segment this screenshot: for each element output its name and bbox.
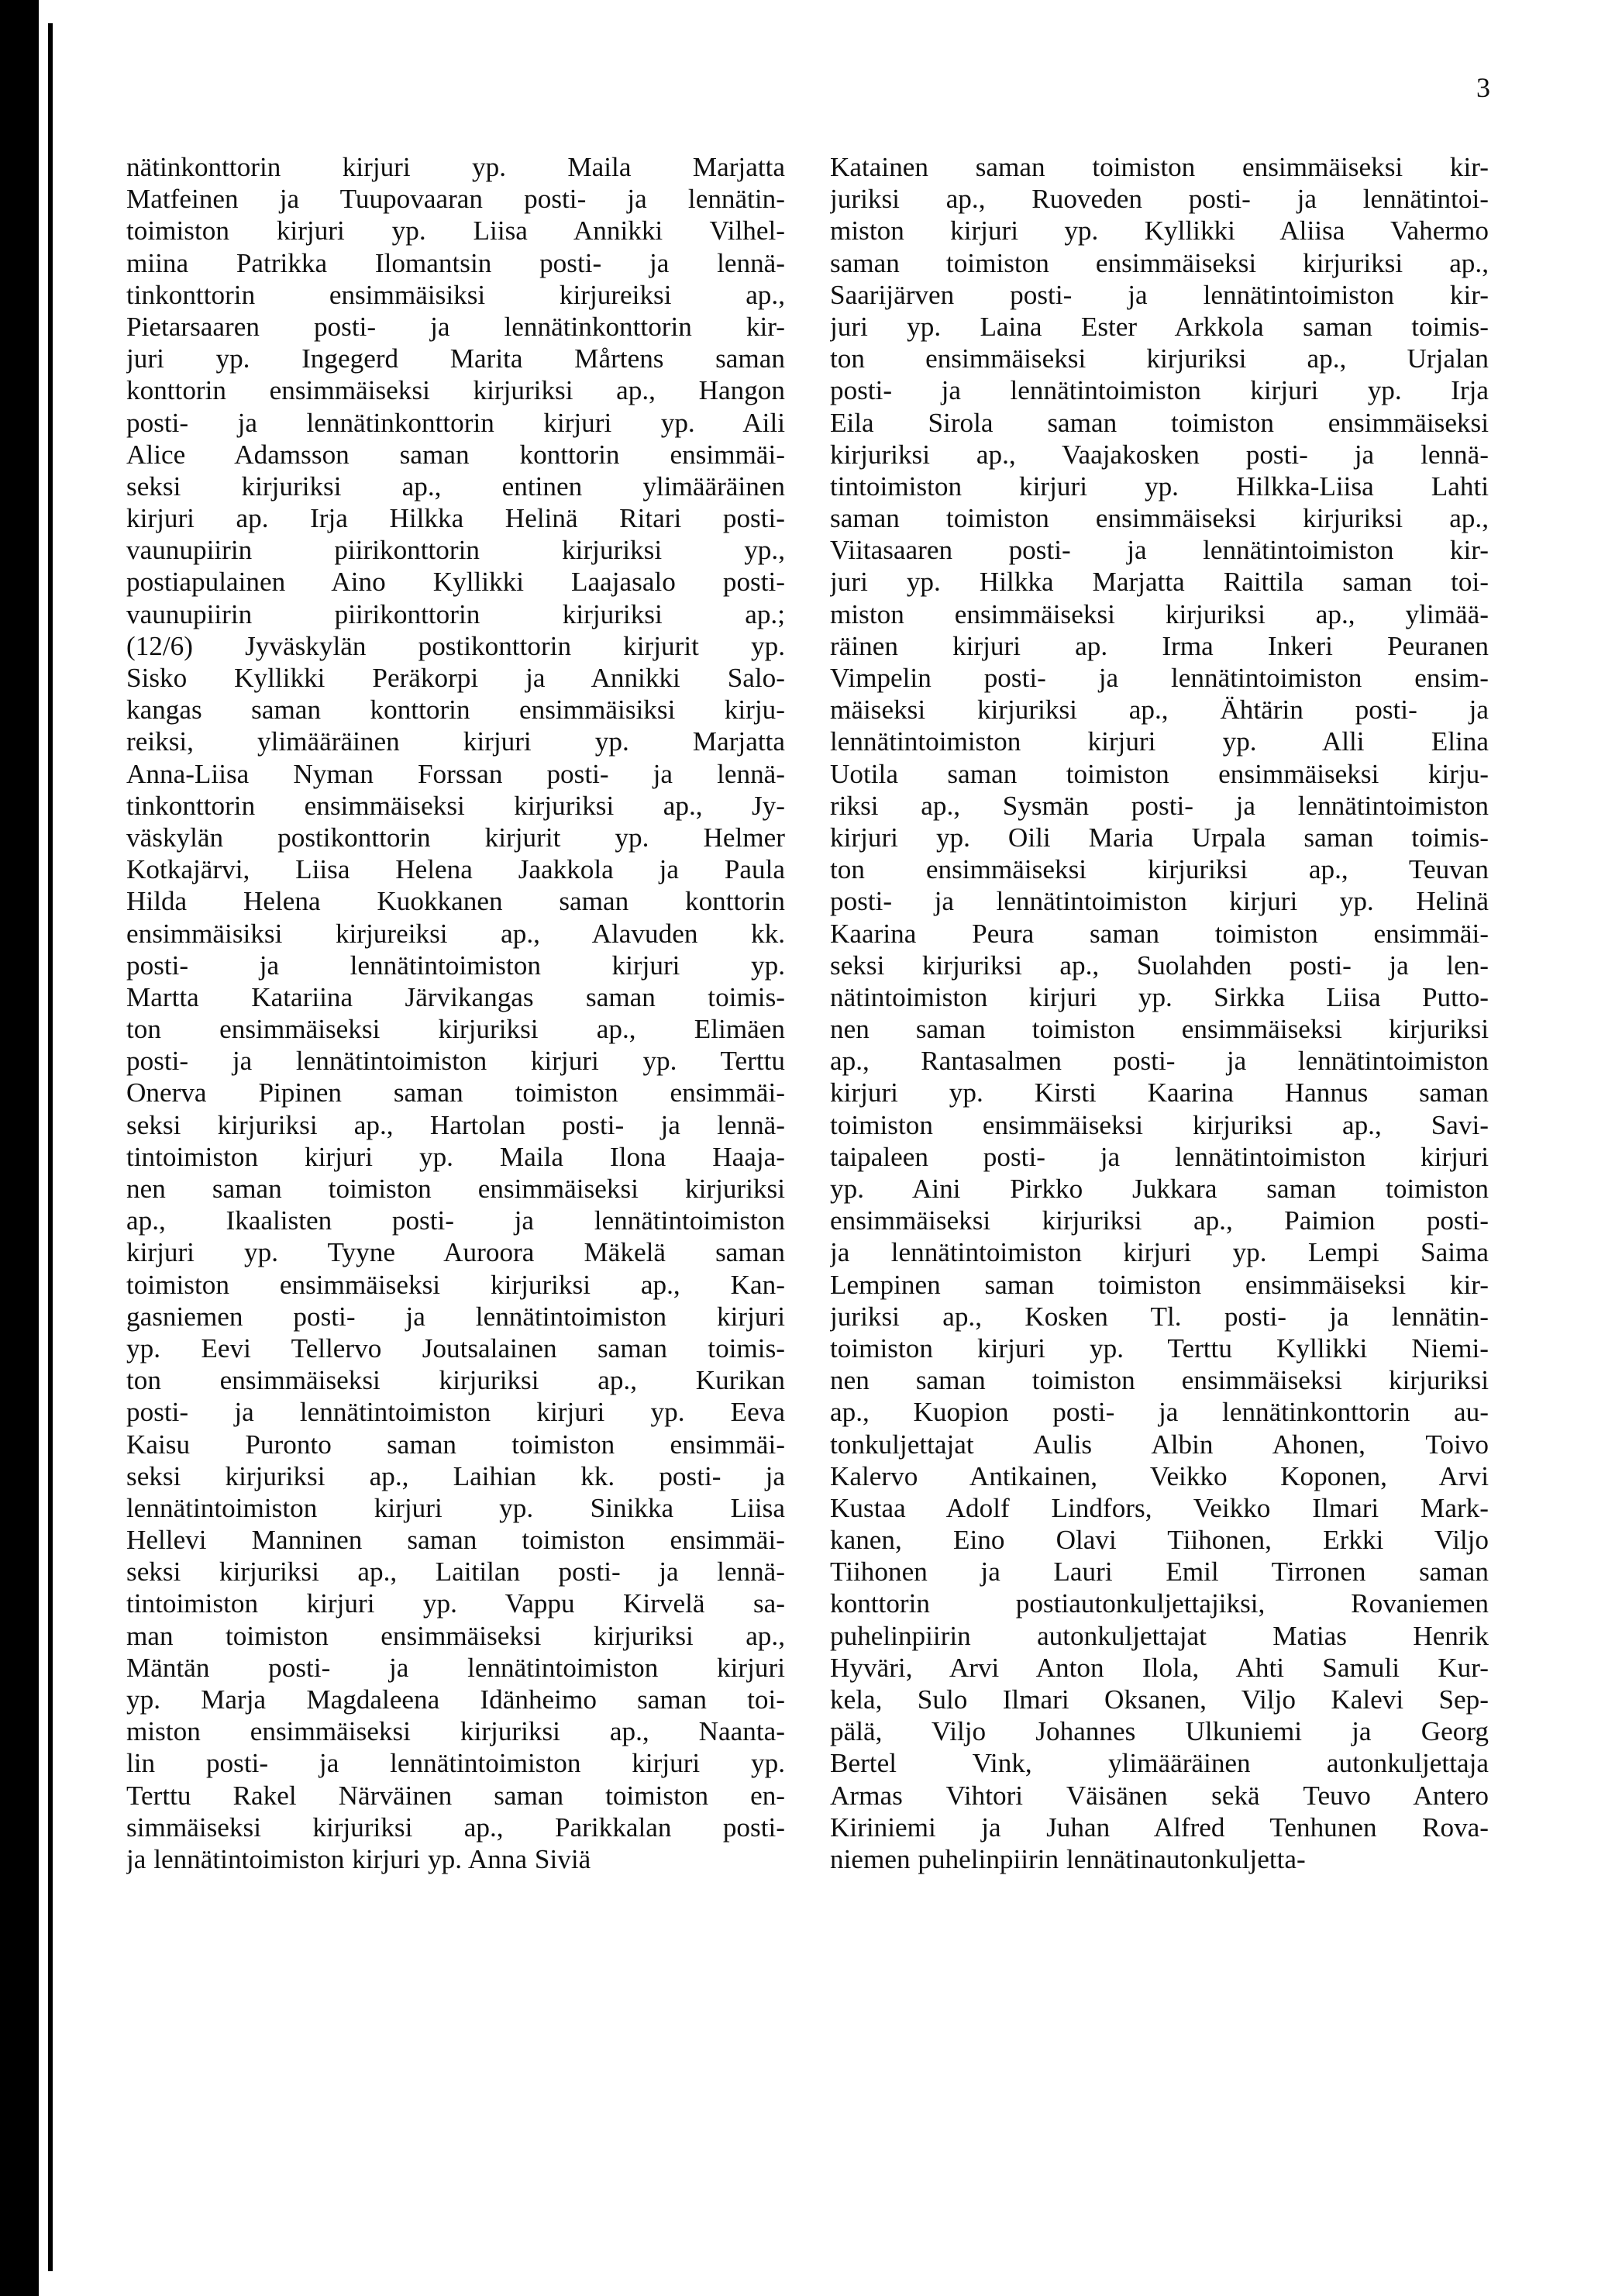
right-column-line: Kiriniemi ja Juhan Alfred Tenhunen Rova- xyxy=(830,1812,1489,1843)
left-column-line: yp. Eevi Tellervo Joutsalainen saman toimis- xyxy=(126,1332,785,1363)
left-column-line: ensimmäisiksi kirjureiksi ap., Alavuden kk. xyxy=(126,918,785,949)
right-column-line: taipaleen posti- ja lennätintoimiston kirjuri xyxy=(830,1141,1489,1172)
right-column-line: kirjuri yp. Kirsti Kaarina Hannus saman xyxy=(830,1077,1489,1108)
left-column-line: miina Patrikka Ilomantsin posti- ja lennä- xyxy=(126,247,785,278)
left-column-line: vaunupiirin piirikonttorin kirjuriksi yp., xyxy=(126,535,785,566)
right-column-line: niemen puhelinpiirin lennätinautonkuljetta- xyxy=(830,1843,1306,1874)
left-column-line: tintoimiston kirjuri yp. Maila Ilona Haaja- xyxy=(126,1141,785,1172)
page-number: 3 xyxy=(1476,72,1490,103)
right-column-line: Kaarina Peura saman toimiston ensimmäi- xyxy=(830,918,1489,949)
right-column-line: yp. Aini Pirkko Jukkara saman toimiston xyxy=(830,1174,1489,1204)
left-column-line: (12/6) Jyväskylän postikonttorin kirjurit yp. xyxy=(126,630,785,661)
left-column-line: väskylän postikonttorin kirjurit yp. Helmer xyxy=(126,822,785,853)
left-column-line: Pietarsaaren posti- ja lennätinkonttorin kir- xyxy=(126,311,785,342)
right-column-line: miston kirjuri yp. Kyllikki Aliisa Vahermo xyxy=(830,215,1489,246)
left-column-line: lin posti- ja lennätintoimiston kirjuri yp. xyxy=(126,1748,785,1779)
right-column-line: tintoimiston kirjuri yp. Hilkka-Liisa Lahti xyxy=(830,471,1489,502)
right-column-line: posti- ja lennätintoimiston kirjuri yp. Helinä xyxy=(830,886,1489,917)
left-column-line: ja lennätintoimiston kirjuri yp. Anna Siviä xyxy=(126,1843,591,1874)
right-column-line: nen saman toimiston ensimmäiseksi kirjuriksi xyxy=(830,1014,1489,1045)
right-column-line: kanen, Eino Olavi Tiihonen, Erkki Viljo xyxy=(830,1525,1489,1556)
right-column-line: juri yp. Laina Ester Arkkola saman toimis- xyxy=(830,311,1489,342)
right-column-line: räinen kirjuri ap. Irma Inkeri Peuranen xyxy=(830,630,1489,661)
left-column-line: Kotkajärvi, Liisa Helena Jaakkola ja Paula xyxy=(126,854,785,885)
left-column-line: Matfeinen ja Tuupovaaran posti- ja lennätin- xyxy=(126,184,785,215)
left-column-line: kirjuri yp. Tyyne Auroora Mäkelä saman xyxy=(126,1237,785,1268)
right-column-line: juri yp. Hilkka Marjatta Raittila saman toi- xyxy=(830,567,1489,598)
right-column-line: kirjuriksi ap., Vaajakosken posti- ja lennä- xyxy=(830,439,1489,470)
left-column-line: ton ensimmäiseksi kirjuriksi ap., Elimäen xyxy=(126,1014,785,1045)
right-column-line: Armas Vihtori Väisänen sekä Teuvo Antero xyxy=(830,1780,1489,1811)
left-column-line: miston ensimmäiseksi kirjuriksi ap., Naanta- xyxy=(126,1716,785,1747)
right-column-line: miston ensimmäiseksi kirjuriksi ap., ylimää- xyxy=(830,598,1489,629)
right-column-line: pälä, Viljo Johannes Ulkuniemi ja Georg xyxy=(830,1716,1489,1747)
left-column-line: Kaisu Puronto saman toimiston ensimmäi- xyxy=(126,1429,785,1460)
left-column-line: Mäntän posti- ja lennätintoimiston kirjuri xyxy=(126,1652,785,1683)
left-column-line: konttorin ensimmäiseksi kirjuriksi ap., Hangon xyxy=(126,375,785,406)
left-column-line: seksi kirjuriksi ap., entinen ylimääräinen xyxy=(126,471,785,502)
left-column-line: toimiston ensimmäiseksi kirjuriksi ap., Kan- xyxy=(126,1269,785,1300)
left-column-line: tinkonttorin ensimmäiseksi kirjuriksi ap., Jy- xyxy=(126,790,785,821)
right-column-line: seksi kirjuriksi ap., Suolahden posti- ja len- xyxy=(830,950,1489,981)
right-column-line: ap., Kuopion posti- ja lennätinkonttorin au- xyxy=(830,1397,1489,1428)
left-column-line: man toimiston ensimmäiseksi kirjuriksi ap., xyxy=(126,1620,785,1651)
right-column-line: tonkuljettajat Aulis Albin Ahonen, Toivo xyxy=(830,1429,1489,1460)
right-column-line: Vimpelin posti- ja lennätintoimiston ensim- xyxy=(830,663,1489,693)
left-column-line: Martta Katariina Järvikangas saman toimis- xyxy=(126,981,785,1012)
right-column-line: konttorin postiautonkuljettajiksi, Rovaniemen xyxy=(830,1588,1489,1619)
right-column-line: Bertel Vink, ylimääräinen autonkuljettaja xyxy=(830,1748,1489,1779)
right-column-line: Eila Sirola saman toimiston ensimmäiseksi xyxy=(830,407,1489,438)
right-column-line: Tiihonen ja Lauri Emil Tirronen saman xyxy=(830,1557,1489,1588)
right-column-line: mäiseksi kirjuriksi ap., Ähtärin posti- ja xyxy=(830,695,1489,726)
left-column-line: Terttu Rakel Närväinen saman toimiston en- xyxy=(126,1780,785,1811)
left-column-line: postiapulainen Aino Kyllikki Laajasalo posti- xyxy=(126,567,785,598)
right-text-column xyxy=(830,151,1489,1875)
left-column-line: seksi kirjuriksi ap., Laihian kk. posti- ja xyxy=(126,1460,785,1491)
right-column-line: lennätintoimiston kirjuri yp. Alli Elina xyxy=(830,726,1489,757)
left-column-line: Alice Adamsson saman konttorin ensimmäi- xyxy=(126,439,785,470)
right-column-line: toimiston ensimmäiseksi kirjuriksi ap., Savi- xyxy=(830,1109,1489,1140)
right-column-line: kela, Sulo Ilmari Oksanen, Viljo Kalevi Sep- xyxy=(830,1684,1489,1715)
left-column-line: seksi kirjuriksi ap., Hartolan posti- ja lennä- xyxy=(126,1109,785,1140)
right-column-line: kirjuri yp. Oili Maria Urpala saman toimis- xyxy=(830,822,1489,853)
right-column-line: ensimmäiseksi kirjuriksi ap., Paimion posti- xyxy=(830,1205,1489,1236)
right-column-line: toimiston kirjuri yp. Terttu Kyllikki Niemi- xyxy=(830,1332,1489,1363)
left-column-line: lennätintoimiston kirjuri yp. Sinikka Liisa xyxy=(126,1492,785,1523)
right-column-line: juriksi ap., Ruoveden posti- ja lennätintoi- xyxy=(830,184,1489,215)
left-column-line: reiksi, ylimääräinen kirjuri yp. Marjatta xyxy=(126,726,785,757)
right-column-line: Saarijärven posti- ja lennätintoimiston kir- xyxy=(830,279,1489,310)
left-column-line: posti- ja lennätintoimiston kirjuri yp. Eeva xyxy=(126,1397,785,1428)
right-column-line: puhelinpiirin autonkuljettajat Matias Henrik xyxy=(830,1620,1489,1651)
left-column-line: tintoimiston kirjuri yp. Vappu Kirvelä sa- xyxy=(126,1588,785,1619)
left-column-line: Hilda Helena Kuokkanen saman konttorin xyxy=(126,886,785,917)
left-column-line: tinkonttorin ensimmäisiksi kirjureiksi ap., xyxy=(126,279,785,310)
left-column-line: posti- ja lennätinkonttorin kirjuri yp. Aili xyxy=(126,407,785,438)
left-column-line: Onerva Pipinen saman toimiston ensimmäi- xyxy=(126,1077,785,1108)
left-column-line: posti- ja lennätintoimiston kirjuri yp. xyxy=(126,950,785,981)
left-column-line: gasniemen posti- ja lennätintoimiston kirjuri xyxy=(126,1301,785,1332)
left-column-line: nätinkonttorin kirjuri yp. Maila Marjatta xyxy=(126,152,785,182)
left-column-line: nen saman toimiston ensimmäiseksi kirjuriksi xyxy=(126,1174,785,1204)
left-column-line: Hellevi Manninen saman toimiston ensimmäi- xyxy=(126,1525,785,1556)
scan-edge-bar xyxy=(48,23,53,2271)
right-column-line: ton ensimmäiseksi kirjuriksi ap., Teuvan xyxy=(830,854,1489,885)
left-column-line: posti- ja lennätintoimiston kirjuri yp. Terttu xyxy=(126,1046,785,1077)
right-column-line: saman toimiston ensimmäiseksi kirjuriksi ap., xyxy=(830,503,1489,534)
left-column-line: juri yp. Ingegerd Marita Mårtens saman xyxy=(126,343,785,374)
right-column-line: ja lennätintoimiston kirjuri yp. Lempi Saima xyxy=(830,1237,1489,1268)
right-column-line: riksi ap., Sysmän posti- ja lennätintoimiston xyxy=(830,790,1489,821)
right-column-line: nätintoimiston kirjuri yp. Sirkka Liisa Putto- xyxy=(830,981,1489,1012)
left-column-line: kirjuri ap. Irja Hilkka Helinä Ritari posti- xyxy=(126,503,785,534)
right-column-line: Kustaa Adolf Lindfors, Veikko Ilmari Mark- xyxy=(830,1492,1489,1523)
right-column-line: ton ensimmäiseksi kirjuriksi ap., Urjalan xyxy=(830,343,1489,374)
right-column-line: Viitasaaren posti- ja lennätintoimiston kir- xyxy=(830,535,1489,566)
left-column-line: kangas saman konttorin ensimmäisiksi kirju- xyxy=(126,695,785,726)
left-column-line: seksi kirjuriksi ap., Laitilan posti- ja lennä- xyxy=(126,1557,785,1588)
left-column-line: Anna-Liisa Nyman Forssan posti- ja lennä- xyxy=(126,758,785,789)
document-page xyxy=(39,0,1622,2296)
right-column-line: juriksi ap., Kosken Tl. posti- ja lennätin- xyxy=(830,1301,1489,1332)
right-column-line: saman toimiston ensimmäiseksi kirjuriksi ap., xyxy=(830,247,1489,278)
left-column-line: ap., Ikaalisten posti- ja lennätintoimiston xyxy=(126,1205,785,1236)
right-column-line: ap., Rantasalmen posti- ja lennätintoimiston xyxy=(830,1046,1489,1077)
left-column-line: Sisko Kyllikki Peräkorpi ja Annikki Salo- xyxy=(126,663,785,693)
left-column-line: toimiston kirjuri yp. Liisa Annikki Vilhel- xyxy=(126,215,785,246)
left-text-column xyxy=(126,151,785,1875)
right-column-line: Lempinen saman toimiston ensimmäiseksi kir- xyxy=(830,1269,1489,1300)
right-column-line: Katainen saman toimiston ensimmäiseksi kir- xyxy=(830,152,1489,182)
left-column-line: simmäiseksi kirjuriksi ap., Parikkalan posti- xyxy=(126,1812,785,1843)
left-column-line: yp. Marja Magdaleena Idänheimo saman toi- xyxy=(126,1684,785,1715)
left-column-line: vaunupiirin piirikonttorin kirjuriksi ap.; xyxy=(126,598,785,629)
left-column-line: ton ensimmäiseksi kirjuriksi ap., Kurikan xyxy=(126,1365,785,1396)
right-column-line: Uotila saman toimiston ensimmäiseksi kirju- xyxy=(830,758,1489,789)
right-column-line: Hyväri, Arvi Anton Ilola, Ahti Samuli Kur- xyxy=(830,1652,1489,1683)
right-column-line: nen saman toimiston ensimmäiseksi kirjuriksi xyxy=(830,1365,1489,1396)
right-column-line: posti- ja lennätintoimiston kirjuri yp. Irja xyxy=(830,375,1489,406)
right-column-line: Kalervo Antikainen, Veikko Koponen, Arvi xyxy=(830,1460,1489,1491)
